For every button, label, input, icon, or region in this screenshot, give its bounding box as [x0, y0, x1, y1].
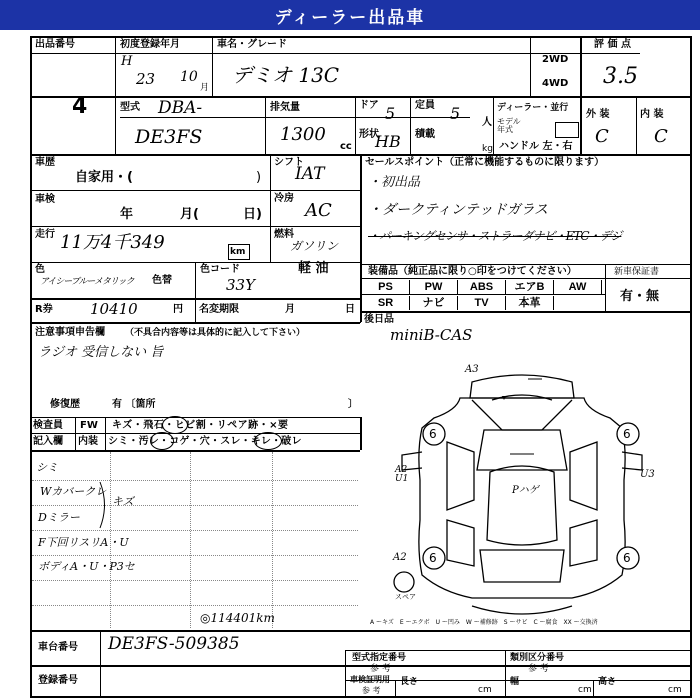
shape-value: HB	[375, 132, 401, 151]
recycle-unit: 円	[173, 304, 183, 315]
grid-line	[30, 190, 360, 191]
category-number-ref: 参 考	[528, 664, 549, 674]
warranty-label: 新車保証書	[614, 267, 660, 277]
equipment-item-bottom-3: TV	[458, 296, 506, 310]
tire-rear-right: 6	[623, 551, 631, 565]
history-label: 車歴	[35, 157, 55, 168]
grid-line	[605, 264, 606, 311]
displacement-label: 排気量	[270, 102, 300, 113]
mileage-unit: km	[230, 247, 246, 257]
check-row-1: キズ・飛石・ヒビ割・リペア跡・×要	[112, 420, 289, 431]
inspection-day: 日)	[243, 207, 262, 222]
equipment-row-2	[362, 296, 554, 310]
model-year-box	[555, 122, 579, 138]
fuel-label: 燃料	[274, 229, 294, 240]
chassis-label: 車台番号	[38, 642, 78, 653]
grid-line	[30, 450, 360, 452]
color-label: 色	[35, 264, 45, 275]
dotted-divider	[32, 505, 358, 506]
remark-5: ボディA・U・P3セ	[38, 560, 135, 573]
spare-tire-label: スペア	[395, 593, 416, 601]
mileage-value: 11万4千349	[60, 232, 165, 253]
car-name: デミオ 13C	[232, 63, 340, 87]
lot-number: 4	[72, 94, 88, 119]
notes-sub: （不具合内容等は具体的に記入して下さい）	[125, 328, 306, 338]
grid-line	[360, 278, 692, 279]
month-suffix: 月	[200, 83, 210, 93]
damage-a3: A3	[465, 364, 479, 375]
grid-line	[593, 680, 594, 698]
equipment-item-top-2: PW	[410, 280, 458, 294]
grid-line	[105, 417, 106, 450]
check-row-2: シミ・汚レ・コゲ・穴・スレ・キレ・破レ	[108, 436, 302, 447]
after-items-value: miniB-CAS	[390, 326, 473, 344]
equipment-item-top-4: エアB	[506, 280, 554, 294]
dotted-divider	[32, 530, 358, 531]
category-number-label: 類別区分番号	[510, 653, 565, 663]
remark-bracket	[97, 480, 113, 530]
grid-line	[100, 630, 101, 698]
sales-points-label: セールスポイント（正常に機能するものに限ります）	[365, 157, 605, 168]
model-year-label: モデル 年式	[497, 117, 521, 134]
grid-line	[360, 264, 692, 265]
dotted-divider	[32, 555, 358, 556]
shape-label: 形状	[359, 129, 379, 140]
sales-point-1: ・初出品	[368, 175, 421, 190]
grid-line	[493, 96, 494, 154]
shift-label: シフト	[274, 157, 304, 168]
drive-4wd: 4WD	[542, 78, 569, 89]
history-value: 自家用・(	[75, 170, 133, 185]
grid-line	[195, 298, 196, 322]
damage-roof: Pハゲ	[512, 485, 539, 496]
registration-year: 23	[136, 70, 156, 88]
model-code: DE3FS	[135, 126, 203, 148]
registration-era: H	[121, 54, 133, 69]
damage-u3: U3	[640, 469, 655, 480]
damage-legend: A ーキズ E ーエクボ U ー凹み W ー補修跡 S ーサビ C ー腐食 XX ー交換済	[370, 619, 598, 626]
equipment-item-bottom-2: ナビ	[410, 296, 458, 310]
load-unit: kg	[482, 144, 493, 154]
remark-4: F下回リスリA・U	[38, 536, 129, 549]
dotted-divider	[190, 452, 191, 628]
grid-line	[355, 96, 356, 154]
repair-label: 修復歴	[50, 399, 80, 410]
grid-line	[360, 311, 361, 323]
tire-front-left: 6	[429, 427, 437, 441]
grid-line	[30, 433, 360, 434]
displacement-unit: cc	[340, 141, 352, 152]
grid-line	[345, 650, 692, 651]
equipment-item-top-5: AW	[554, 280, 602, 294]
check-tag-interior: 内装	[78, 436, 98, 447]
notes-label: 注意事項申告欄	[35, 327, 105, 338]
notes-text: ラジオ 受信しない 旨	[38, 345, 164, 360]
repair-close: 〕	[348, 399, 358, 410]
color-code-label: 色コード	[200, 264, 240, 275]
load-label: 積載	[415, 129, 435, 140]
transfer-month: 月	[285, 304, 295, 315]
sales-point-3: ・パーキングセンサ・ストラーダナビ・ETC・デジ	[368, 229, 622, 243]
warranty-value: 有・無	[620, 289, 660, 304]
grid-line	[30, 630, 692, 632]
doors-label: ドア	[359, 100, 379, 111]
certificate-label: 車検証明用	[350, 675, 390, 684]
grid-line	[345, 650, 346, 698]
handle-label: ハンドル 左・右	[499, 141, 573, 152]
fuel-diesel: 軽 油	[298, 261, 329, 276]
seats-value: 5	[450, 104, 461, 123]
remark-3: Dミラー	[38, 511, 80, 524]
type-designation-label: 型式指定番号	[352, 653, 407, 663]
length-label: 長さ	[400, 677, 419, 687]
width-label: 幅	[510, 677, 520, 687]
remark-side: キズ	[112, 495, 134, 508]
grid-line	[30, 417, 360, 418]
history-close: )	[256, 170, 262, 185]
shift-value: IAT	[295, 164, 325, 184]
grid-line	[30, 322, 360, 324]
lot-number-label: 出品番号	[35, 39, 75, 50]
color-code: 33Y	[226, 276, 255, 294]
damage-a2-u1: A2 U1	[395, 465, 409, 484]
car-name-label: 車名・グレード	[217, 39, 287, 50]
dotted-divider	[272, 452, 273, 628]
ac-label: 冷房	[274, 193, 294, 204]
inspection-month: 月(	[180, 207, 199, 222]
grid-line	[360, 294, 605, 295]
equipment-item-bottom-4: 本革	[506, 296, 554, 310]
remark-1: シミ	[36, 461, 58, 474]
doors-value: 5	[385, 104, 396, 123]
certificate-ref: 参 考	[362, 686, 381, 695]
grid-line	[270, 154, 271, 262]
transfer-label: 名変期限	[199, 304, 239, 315]
grid-line	[636, 96, 637, 154]
repair-value: 有 〔箇所	[112, 399, 156, 410]
ac-value: AC	[305, 200, 332, 221]
height-label: 高さ	[598, 677, 617, 687]
model-prefix: DBA-	[158, 98, 203, 118]
tire-rear-left: 6	[429, 551, 437, 565]
type-designation-ref: 参 考	[370, 664, 391, 674]
equipment-item-top-3: ABS	[458, 280, 506, 294]
tire-front-right: 6	[623, 427, 631, 441]
seats-label: 定員	[415, 100, 435, 111]
registration-month: 10	[180, 69, 198, 85]
fuel-gasoline: ガソリン	[290, 239, 339, 253]
grade-value: 3.5	[603, 64, 638, 89]
exterior-grade: C	[595, 126, 609, 147]
damage-a2: A2	[393, 552, 407, 563]
inspection-label: 車検	[35, 194, 55, 205]
drive-2wd: 2WD	[542, 54, 569, 65]
grid-line	[212, 36, 213, 96]
grid-line	[195, 262, 196, 298]
circle-mark	[254, 432, 282, 450]
entry-label: 記入欄	[33, 436, 63, 447]
grade-label: 評 価 点	[594, 39, 631, 50]
remark-2: Wカバークレ	[40, 485, 107, 498]
color-value: アイシーブルーメタリック	[40, 277, 134, 287]
grid-line	[410, 96, 411, 154]
grid-line	[30, 96, 692, 98]
grid-line	[75, 417, 76, 450]
model-label: 型式	[120, 102, 140, 113]
grid-line	[30, 226, 360, 227]
interior-grade: C	[654, 126, 668, 147]
page-title-bar	[0, 0, 700, 30]
transfer-day: 日	[345, 304, 355, 315]
chassis-number: DE3FS-509385	[108, 634, 240, 654]
grid-line	[360, 311, 692, 313]
circle-mark	[150, 432, 174, 450]
equipment-item-bottom-1: SR	[362, 296, 410, 310]
color-change-label: 色替	[152, 275, 172, 286]
after-items-label: 後日品	[364, 314, 394, 325]
mileage-label: 走行	[35, 229, 55, 240]
equipment-label: 装備品（純正品に限り○印をつけてください）	[368, 266, 577, 277]
grid-line	[530, 36, 531, 96]
inspection-year: 年	[120, 207, 134, 222]
seats-unit: 人	[482, 117, 492, 128]
grid-line	[580, 36, 582, 154]
dotted-divider	[32, 605, 358, 606]
equipment-item-top-1: PS	[362, 280, 410, 294]
length-unit: cm	[478, 685, 492, 695]
odometer-note: ◎114401km	[200, 611, 275, 625]
circle-mark	[162, 416, 188, 434]
page-title: ディーラー出品車	[274, 7, 426, 28]
grid-line	[505, 650, 506, 698]
equipment-row-1	[362, 280, 602, 294]
grid-line	[30, 665, 692, 667]
displacement-value: 1300	[280, 124, 326, 145]
sales-point-2: ・ダークティンテッドガラス	[368, 202, 549, 218]
grid-line	[395, 680, 396, 698]
grid-line	[265, 96, 266, 154]
plate-label: 登録番号	[38, 675, 78, 686]
dotted-divider	[32, 480, 358, 481]
inspector-label: 検査員	[33, 420, 63, 431]
first-registration-label: 初度登録年月	[120, 39, 180, 50]
width-unit: cm	[578, 685, 592, 695]
recycle-label: R券	[35, 304, 53, 315]
dealer-label: ディーラー・並行	[497, 103, 569, 113]
height-unit: cm	[668, 685, 682, 695]
exterior-label: 外 装	[586, 109, 610, 120]
recycle-value: 10410	[90, 300, 138, 318]
interior-label: 内 装	[640, 109, 664, 120]
grid-line	[115, 36, 116, 154]
check-tag-fw: FW	[80, 420, 98, 431]
dotted-divider	[32, 580, 358, 581]
